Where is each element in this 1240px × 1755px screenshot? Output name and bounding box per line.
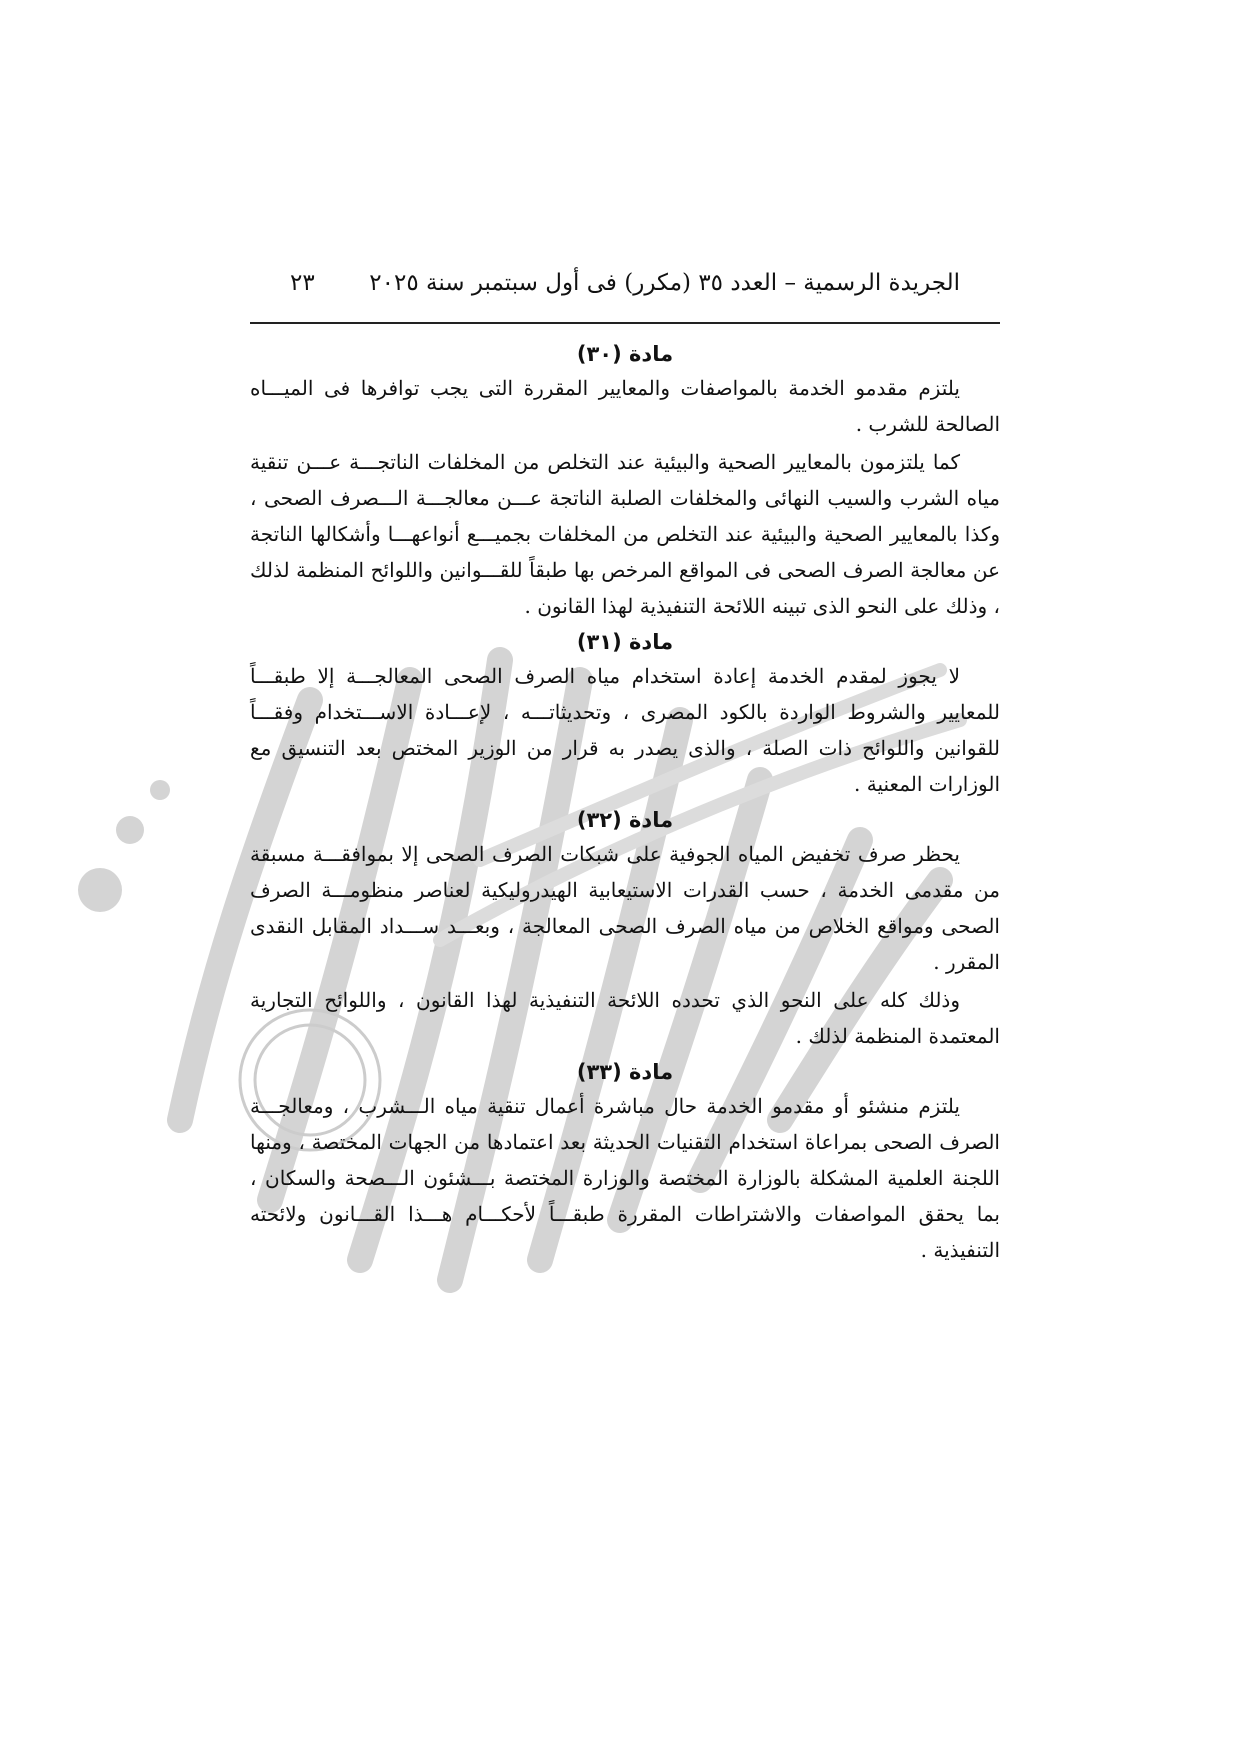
article-paragraph: يلتزم مقدمو الخدمة بالمواصفات والمعايير المقررة التى يجب توافرها فى الميـــاه الصالحة للشرب .	[250, 376, 1000, 436]
article-title: مادة (٣١)	[576, 630, 674, 654]
article-title: مادة (٣٣)	[576, 1060, 674, 1084]
article-paragraph: وذلك كله على النحو الذي تحدده اللائحة التنفيذية لهذا القانون ، واللوائح التجارية المعتمدة المنظمة لذلك .	[250, 988, 1000, 1048]
header-title: الجريدة الرسمية – العدد ٣٥ (مكرر) فى أول سبتمبر سنة ٢٠٢٥	[369, 270, 960, 296]
header-rule	[250, 322, 1000, 324]
article-31	[250, 630, 1000, 802]
article-paragraph: كما يلتزمون بالمعايير الصحية والبيئية عند التخلص من المخلفات الناتجـــة عـــن تنقية مياه الشرب والسيب النهائى والمخلفات الصلبة الناتجة عـــن معالجـــة الـــصرف الصحى ، وكذا بالمعايير الصحية والبيئية عند التخلص من المخلفات بجميـــع أنواعهـــا وأشكالها الناتجة عن معالجة الصرف الصحى فى المواقع المرخص بها طبقاً للقـــوانين واللوائح المنظمة لذلك ، وذلك على النحو الذى تبينه اللائحة التنفيذية لهذا القانون .	[250, 450, 1000, 618]
article-paragraph: لا يجوز لمقدم الخدمة إعادة استخدام مياه الصرف الصحى المعالجـــة إلا طبقـــاً للمعايير والشروط الواردة بالكود المصرى ، وتحديثاتـــه ، لإعـــادة الاســـتخدام وفقـــاً للقوانين واللوائح ذات الصلة ، والذى يصدر به قرار من الوزير المختص بعد التنسيق مع الوزارات المعنية .	[250, 664, 1000, 796]
article-paragraph: يلتزم منشئو أو مقدمو الخدمة حال مباشرة أعمال تنقية مياه الـــشرب ، ومعالجـــة الصرف الصحى بمراعاة استخدام التقنيات الحديثة بعد اعتمادها من الجهات المختصة ، ومنها اللجنة العلمية المشكلة بالوزارة المختصة والوزارة المختصة بـــشئون الـــصحة والسكان ، بما يحقق المواصفات والاشتراطات المقررة طبقـــاً لأحكـــام هـــذا القـــانون ولائحته التنفيذية .	[250, 1094, 1000, 1262]
article-title: مادة (٣٠)	[576, 342, 674, 366]
page-header	[250, 270, 1000, 314]
article-paragraph: يحظر صرف تخفيض المياه الجوفية على شبكات الصرف الصحى إلا بموافقـــة مسبقة من مقدمى الخدمة ، حسب القدرات الاستيعابية الهيدروليكية لعناصر منظومـــة الصرف الصحى ومواقع الخلاص من مياه الصرف الصحى المعالجة ، وبعـــد ســـداد المقابل النقدى المقرر .	[250, 842, 1000, 974]
article-30	[250, 342, 1000, 624]
article-33	[250, 1060, 1000, 1268]
article-title: مادة (٣٢)	[576, 808, 674, 832]
page-number: ٢٣	[290, 270, 315, 296]
article-32	[250, 808, 1000, 1054]
document-page	[250, 270, 1000, 1270]
